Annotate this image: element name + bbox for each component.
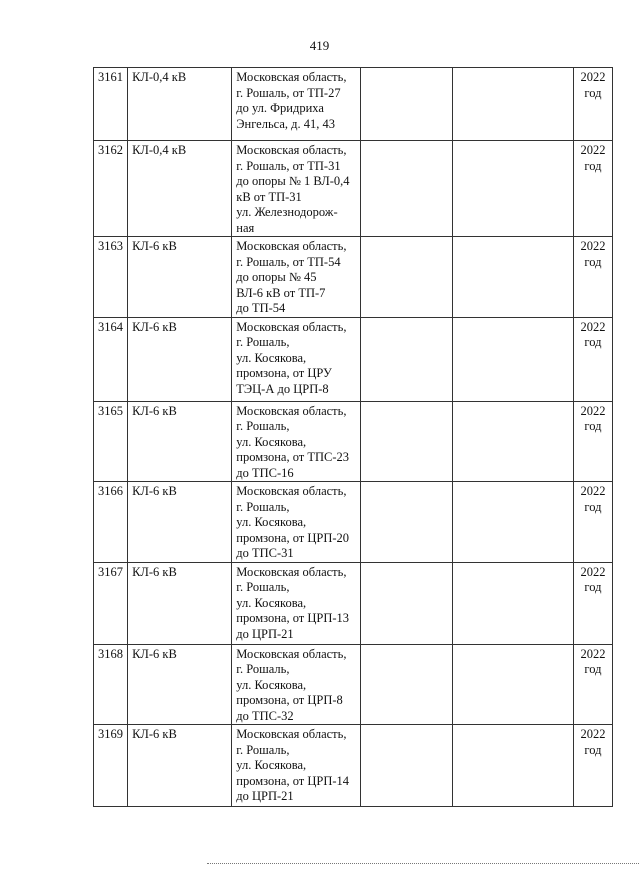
- year-value: 2022: [580, 484, 606, 498]
- location-line: Московская область,: [236, 564, 347, 579]
- year-value: 2022: [580, 646, 606, 661]
- row-number-cell: 3164: [94, 317, 128, 401]
- location-line: Московская область,: [236, 319, 347, 334]
- table-row: [94, 68, 613, 141]
- year-unit: год: [584, 580, 602, 594]
- location-line: Московская область,: [236, 239, 347, 253]
- year-value: 2022: [580, 239, 606, 253]
- location-line: Московская область,: [236, 403, 347, 418]
- location-cell: [232, 401, 361, 482]
- location-line: кВ от ТП-31: [236, 189, 302, 204]
- row-number-cell: 3165: [94, 401, 128, 482]
- line-type-cell: КЛ-6 кВ: [128, 482, 232, 563]
- location-line: до ЦРП-21: [236, 626, 294, 641]
- page-bottom-rule: [207, 863, 639, 864]
- year-cell: [573, 644, 612, 725]
- line-type-cell: КЛ-6 кВ: [128, 562, 232, 644]
- table-row: [94, 644, 613, 725]
- location-line: промзона, от ЦРП-14: [236, 773, 350, 788]
- location-line: ул. Косякова,: [236, 677, 307, 692]
- year-unit: год: [584, 662, 602, 676]
- location-line: г. Рошаль, от ТП-31: [236, 158, 341, 173]
- line-type-cell: КЛ-0,4 кВ: [128, 141, 232, 237]
- year-unit: год: [584, 742, 602, 757]
- empty-cell: [452, 644, 573, 725]
- location-line: ВЛ-6 кВ от ТП-7: [236, 285, 326, 300]
- location-cell: [232, 141, 361, 237]
- line-type-cell: КЛ-0,4 кВ: [128, 68, 232, 141]
- location-line: до ул. Фридриха: [236, 101, 324, 115]
- table-row: [94, 482, 613, 563]
- location-cell: [232, 562, 361, 644]
- location-line: ул. Косякова,: [236, 434, 307, 449]
- location-line: ул. Железнодорож-: [236, 205, 338, 219]
- location-line: Московская область,: [236, 70, 347, 84]
- empty-cell: [452, 482, 573, 563]
- year-cell: [573, 141, 612, 237]
- year-unit: год: [584, 85, 602, 100]
- registry-table-body: [94, 68, 613, 807]
- row-number-cell: 3169: [94, 725, 128, 807]
- location-line: Энгельса, д. 41, 43: [236, 116, 335, 131]
- location-cell: [232, 644, 361, 725]
- location-line: до ТПС-16: [236, 465, 294, 480]
- empty-cell: [452, 562, 573, 644]
- row-number-cell: 3163: [94, 237, 128, 318]
- empty-cell: [361, 401, 452, 482]
- location-line: до ЦРП-21: [236, 789, 294, 803]
- year-cell: [573, 482, 612, 563]
- location-cell: [232, 725, 361, 807]
- year-cell: [573, 68, 612, 141]
- row-number-cell: 3168: [94, 644, 128, 725]
- line-type-cell: КЛ-6 кВ: [128, 401, 232, 482]
- location-cell: [232, 68, 361, 141]
- empty-cell: [452, 68, 573, 141]
- table-row: [94, 725, 613, 807]
- empty-cell: [361, 725, 452, 807]
- year-cell: [573, 317, 612, 401]
- location-line: Московская область,: [236, 484, 347, 498]
- year-cell: [573, 725, 612, 807]
- table-row: [94, 317, 613, 401]
- year-value: 2022: [580, 564, 606, 579]
- location-cell: [232, 482, 361, 563]
- location-line: Московская область,: [236, 727, 347, 741]
- empty-cell: [361, 317, 452, 401]
- location-line: г. Рошаль,: [236, 419, 290, 433]
- line-type-cell: КЛ-6 кВ: [128, 644, 232, 725]
- location-line: г. Рошаль, от ТП-27: [236, 85, 341, 100]
- year-value: 2022: [580, 143, 606, 157]
- year-value: 2022: [580, 319, 606, 334]
- empty-cell: [361, 562, 452, 644]
- empty-cell: [452, 141, 573, 237]
- location-line: промзона, от ТПС-23: [236, 450, 350, 464]
- location-line: ул. Косякова,: [236, 595, 307, 610]
- table-row: [94, 401, 613, 482]
- location-line: г. Рошаль,: [236, 662, 290, 676]
- empty-cell: [361, 482, 452, 563]
- line-type-cell: КЛ-6 кВ: [128, 317, 232, 401]
- year-value: 2022: [580, 727, 606, 741]
- page-number: 419: [309, 38, 330, 53]
- row-number-cell: 3167: [94, 562, 128, 644]
- empty-cell: [361, 68, 452, 141]
- row-number-cell: 3162: [94, 141, 128, 237]
- row-number-cell: 3161: [94, 68, 128, 141]
- location-line: Московская область,: [236, 143, 347, 157]
- location-line: ТЭЦ-А до ЦРП-8: [236, 381, 329, 396]
- year-unit: год: [584, 335, 602, 349]
- location-line: ул. Косякова,: [236, 515, 307, 529]
- empty-cell: [452, 725, 573, 807]
- empty-cell: [452, 317, 573, 401]
- location-line: до ТПС-32: [236, 708, 294, 723]
- location-line: Московская область,: [236, 646, 347, 661]
- registry-table: [93, 67, 613, 807]
- year-unit: год: [584, 158, 602, 173]
- table-row: [94, 237, 613, 318]
- location-line: промзона, от ЦРП-13: [236, 611, 350, 625]
- location-cell: [232, 317, 361, 401]
- location-line: г. Рошаль,: [236, 499, 290, 514]
- location-cell: [232, 237, 361, 318]
- location-line: до ТПС-31: [236, 546, 294, 560]
- location-line: до ТП-54: [236, 301, 286, 315]
- empty-cell: [452, 237, 573, 318]
- location-line: ул. Косякова,: [236, 758, 307, 772]
- year-cell: [573, 401, 612, 482]
- year-cell: [573, 237, 612, 318]
- year-value: 2022: [580, 70, 606, 84]
- location-line: ная: [236, 220, 255, 235]
- empty-cell: [452, 401, 573, 482]
- table-row: [94, 141, 613, 237]
- table-row: [94, 562, 613, 644]
- location-line: г. Рошаль,: [236, 580, 290, 594]
- location-line: промзона, от ЦРП-20: [236, 530, 350, 545]
- location-line: г. Рошаль,: [236, 742, 290, 757]
- location-line: до опоры № 1 ВЛ-0,4: [236, 174, 350, 188]
- year-unit: год: [584, 499, 602, 514]
- location-line: ул. Косякова,: [236, 350, 307, 365]
- year-unit: год: [584, 419, 602, 433]
- location-line: промзона, от ЦРУ: [236, 366, 332, 380]
- location-line: до опоры № 45: [236, 270, 317, 284]
- location-line: г. Рошаль,: [236, 335, 290, 349]
- line-type-cell: КЛ-6 кВ: [128, 237, 232, 318]
- year-value: 2022: [580, 403, 606, 418]
- row-number-cell: 3166: [94, 482, 128, 563]
- empty-cell: [361, 237, 452, 318]
- location-line: г. Рошаль, от ТП-54: [236, 254, 341, 269]
- year-cell: [573, 562, 612, 644]
- line-type-cell: КЛ-6 кВ: [128, 725, 232, 807]
- location-line: промзона, от ЦРП-8: [236, 693, 343, 707]
- empty-cell: [361, 141, 452, 237]
- empty-cell: [361, 644, 452, 725]
- year-unit: год: [584, 254, 602, 269]
